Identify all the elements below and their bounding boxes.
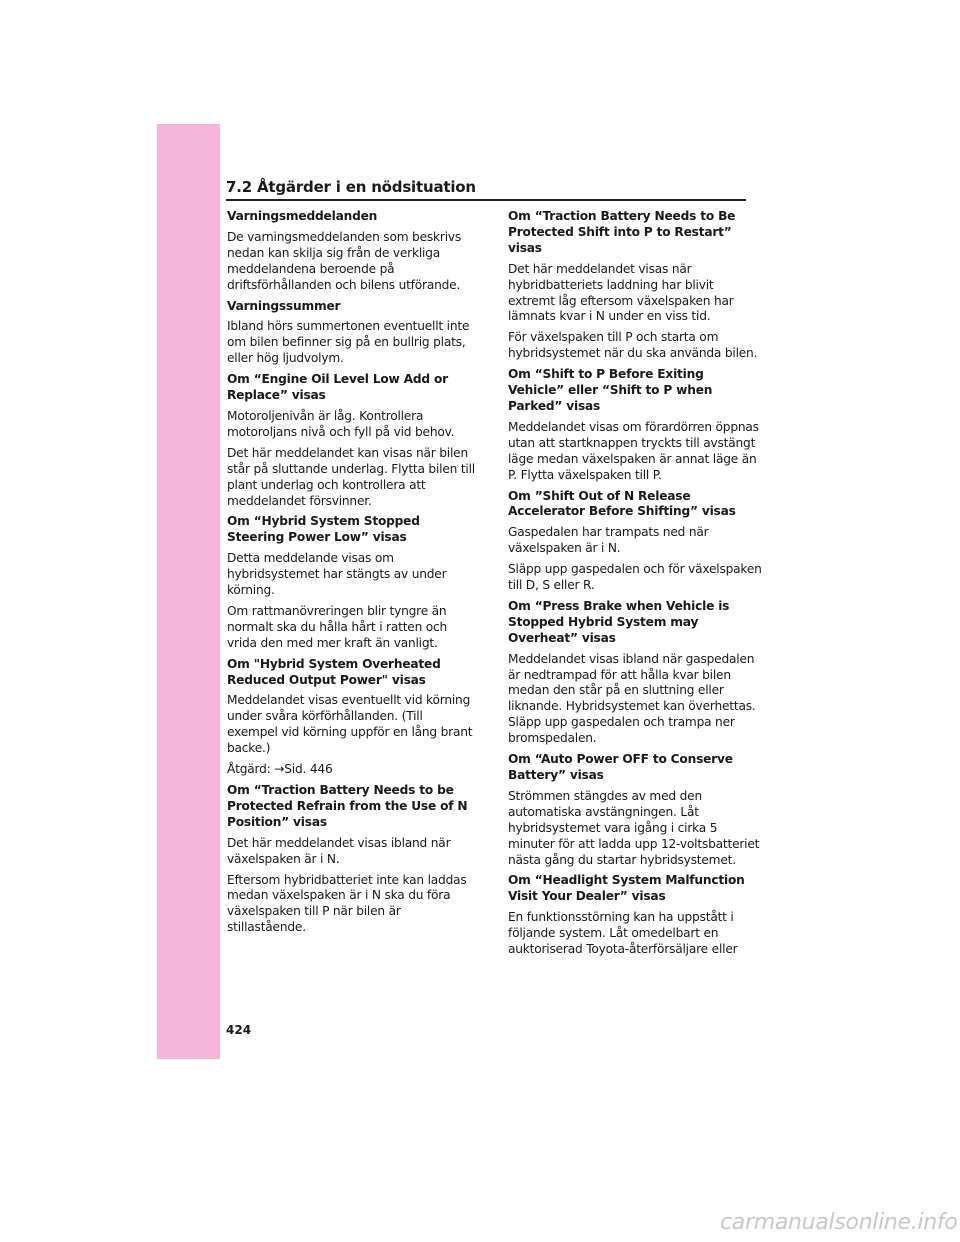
section-heading: Om “Press Brake when Vehicle is Stopped Hybrid System may Overheat” visas	[508, 598, 730, 645]
paragraph: För växelspaken till P och starta om hybridsystemet när du ska använda bilen.	[508, 330, 758, 361]
section-heading: Om ”Shift Out of N Release Accelerator Before Shifting” visas	[508, 488, 736, 519]
chapter-color-band	[157, 124, 220, 1059]
section-heading: Om “Hybrid System Stopped Steering Power Low” visas	[227, 514, 420, 545]
section-heading: Om "Hybrid System Overheated Reduced Output Power" visas	[227, 656, 441, 687]
paragraph: Eftersom hybridbatteriet inte kan laddas medan växelspaken är i N ska du föra växelspaken till P när bilen är stillastående.	[227, 872, 467, 935]
paragraph: Detta meddelande visas om hybridsystemet har stängts av under körning.	[227, 551, 447, 598]
paragraph: Meddelandet visas om förardörren öppnas utan att startknappen tryckts till avstängt läge medan växelspaken är annat läge än P. Flytta växelspaken till P.	[508, 419, 759, 482]
paragraph: Det här meddelandet kan visas när bilen står på sluttande underlag. Flytta bilen till plant underlag och kontrollera att meddelandet försvinner.	[227, 445, 475, 508]
paragraph: Motoroljenivån är låg. Kontrollera motoroljans nivå och fyll på vid behov.	[227, 408, 455, 439]
left-text-column	[227, 209, 477, 941]
right-text-column	[508, 209, 762, 963]
paragraph: Åtgärd: →Sid. 446	[227, 762, 333, 777]
paragraph: En funktionsstörning kan ha uppstått i följande system. Låt omedelbart en auktoriserad Toyota-återförsäljare eller	[508, 910, 738, 957]
paragraph: Meddelandet visas eventuellt vid körning under svåra körförhållanden. (Till exempel vid körning uppför en lång brant backe.)	[227, 693, 473, 756]
section-heading: Varningssummer	[227, 298, 341, 313]
watermark: carmanualsonline.info	[720, 1210, 958, 1235]
paragraph: Om rattmanövreringen blir tyngre än normalt ska du hålla hårt i ratten och vrida den med mer kraft än vanligt.	[227, 603, 448, 650]
section-heading: Varningsmeddelanden	[227, 209, 378, 223]
page-number: 424	[226, 1023, 252, 1037]
paragraph: Gaspedalen har trampats ned när växelspaken är i N.	[508, 525, 709, 556]
paragraph: Meddelandet visas ibland när gaspedalen är nedtrampad för att hålla kvar bilen medan den står på en sluttning eller liknande. Hybridsystemet kan överhettas. Släpp upp gaspedalen och trampa ner bromspedalen.	[508, 651, 756, 746]
section-title: 7.2 Åtgärder i en nödsituation	[226, 178, 476, 196]
section-divider	[226, 199, 746, 201]
section-heading: Om “Headlight System Malfunction Visit Your Dealer” visas	[508, 873, 745, 904]
section-heading: Om “Traction Battery Needs to Be Protected Shift into P to Restart” visas	[508, 209, 736, 255]
section-heading: Om “Traction Battery Needs to be Protected Refrain from the Use of N Position” visas	[227, 783, 468, 829]
paragraph: Strömmen stängdes av med den automatiska avstängningen. Låt hybridsystemet vara igång i cirka 5 minuter för att ladda upp 12-voltsbatteriet nästa gång du startar hybridsystemet.	[508, 788, 760, 867]
paragraph: Släpp upp gaspedalen och för växelspaken till D, S eller R.	[508, 562, 762, 593]
paragraph: Det här meddelandet visas ibland när växelspaken är i N.	[227, 835, 451, 866]
section-heading: Om “Engine Oil Level Low Add or Replace” visas	[227, 372, 448, 403]
paragraph: Ibland hörs summertonen eventuellt inte om bilen befinner sig på en bullrig plats, eller hög ljudvolym.	[227, 319, 470, 366]
paragraph: Det här meddelandet visas när hybridbatteriets laddning har blivit extremt låg eftersom växelspaken har lämnats kvar i N under en viss tid.	[508, 261, 734, 324]
section-heading: Om “Shift to P Before Exiting Vehicle” eller “Shift to P when Parked” visas	[508, 367, 713, 413]
section-heading: Om “Auto Power OFF to Conserve Battery” visas	[508, 752, 733, 782]
paragraph: De varningsmeddelanden som beskrivs nedan kan skilja sig från de verkliga meddelandena beroende på driftsförhållanden och bilens utförande.	[227, 229, 462, 292]
